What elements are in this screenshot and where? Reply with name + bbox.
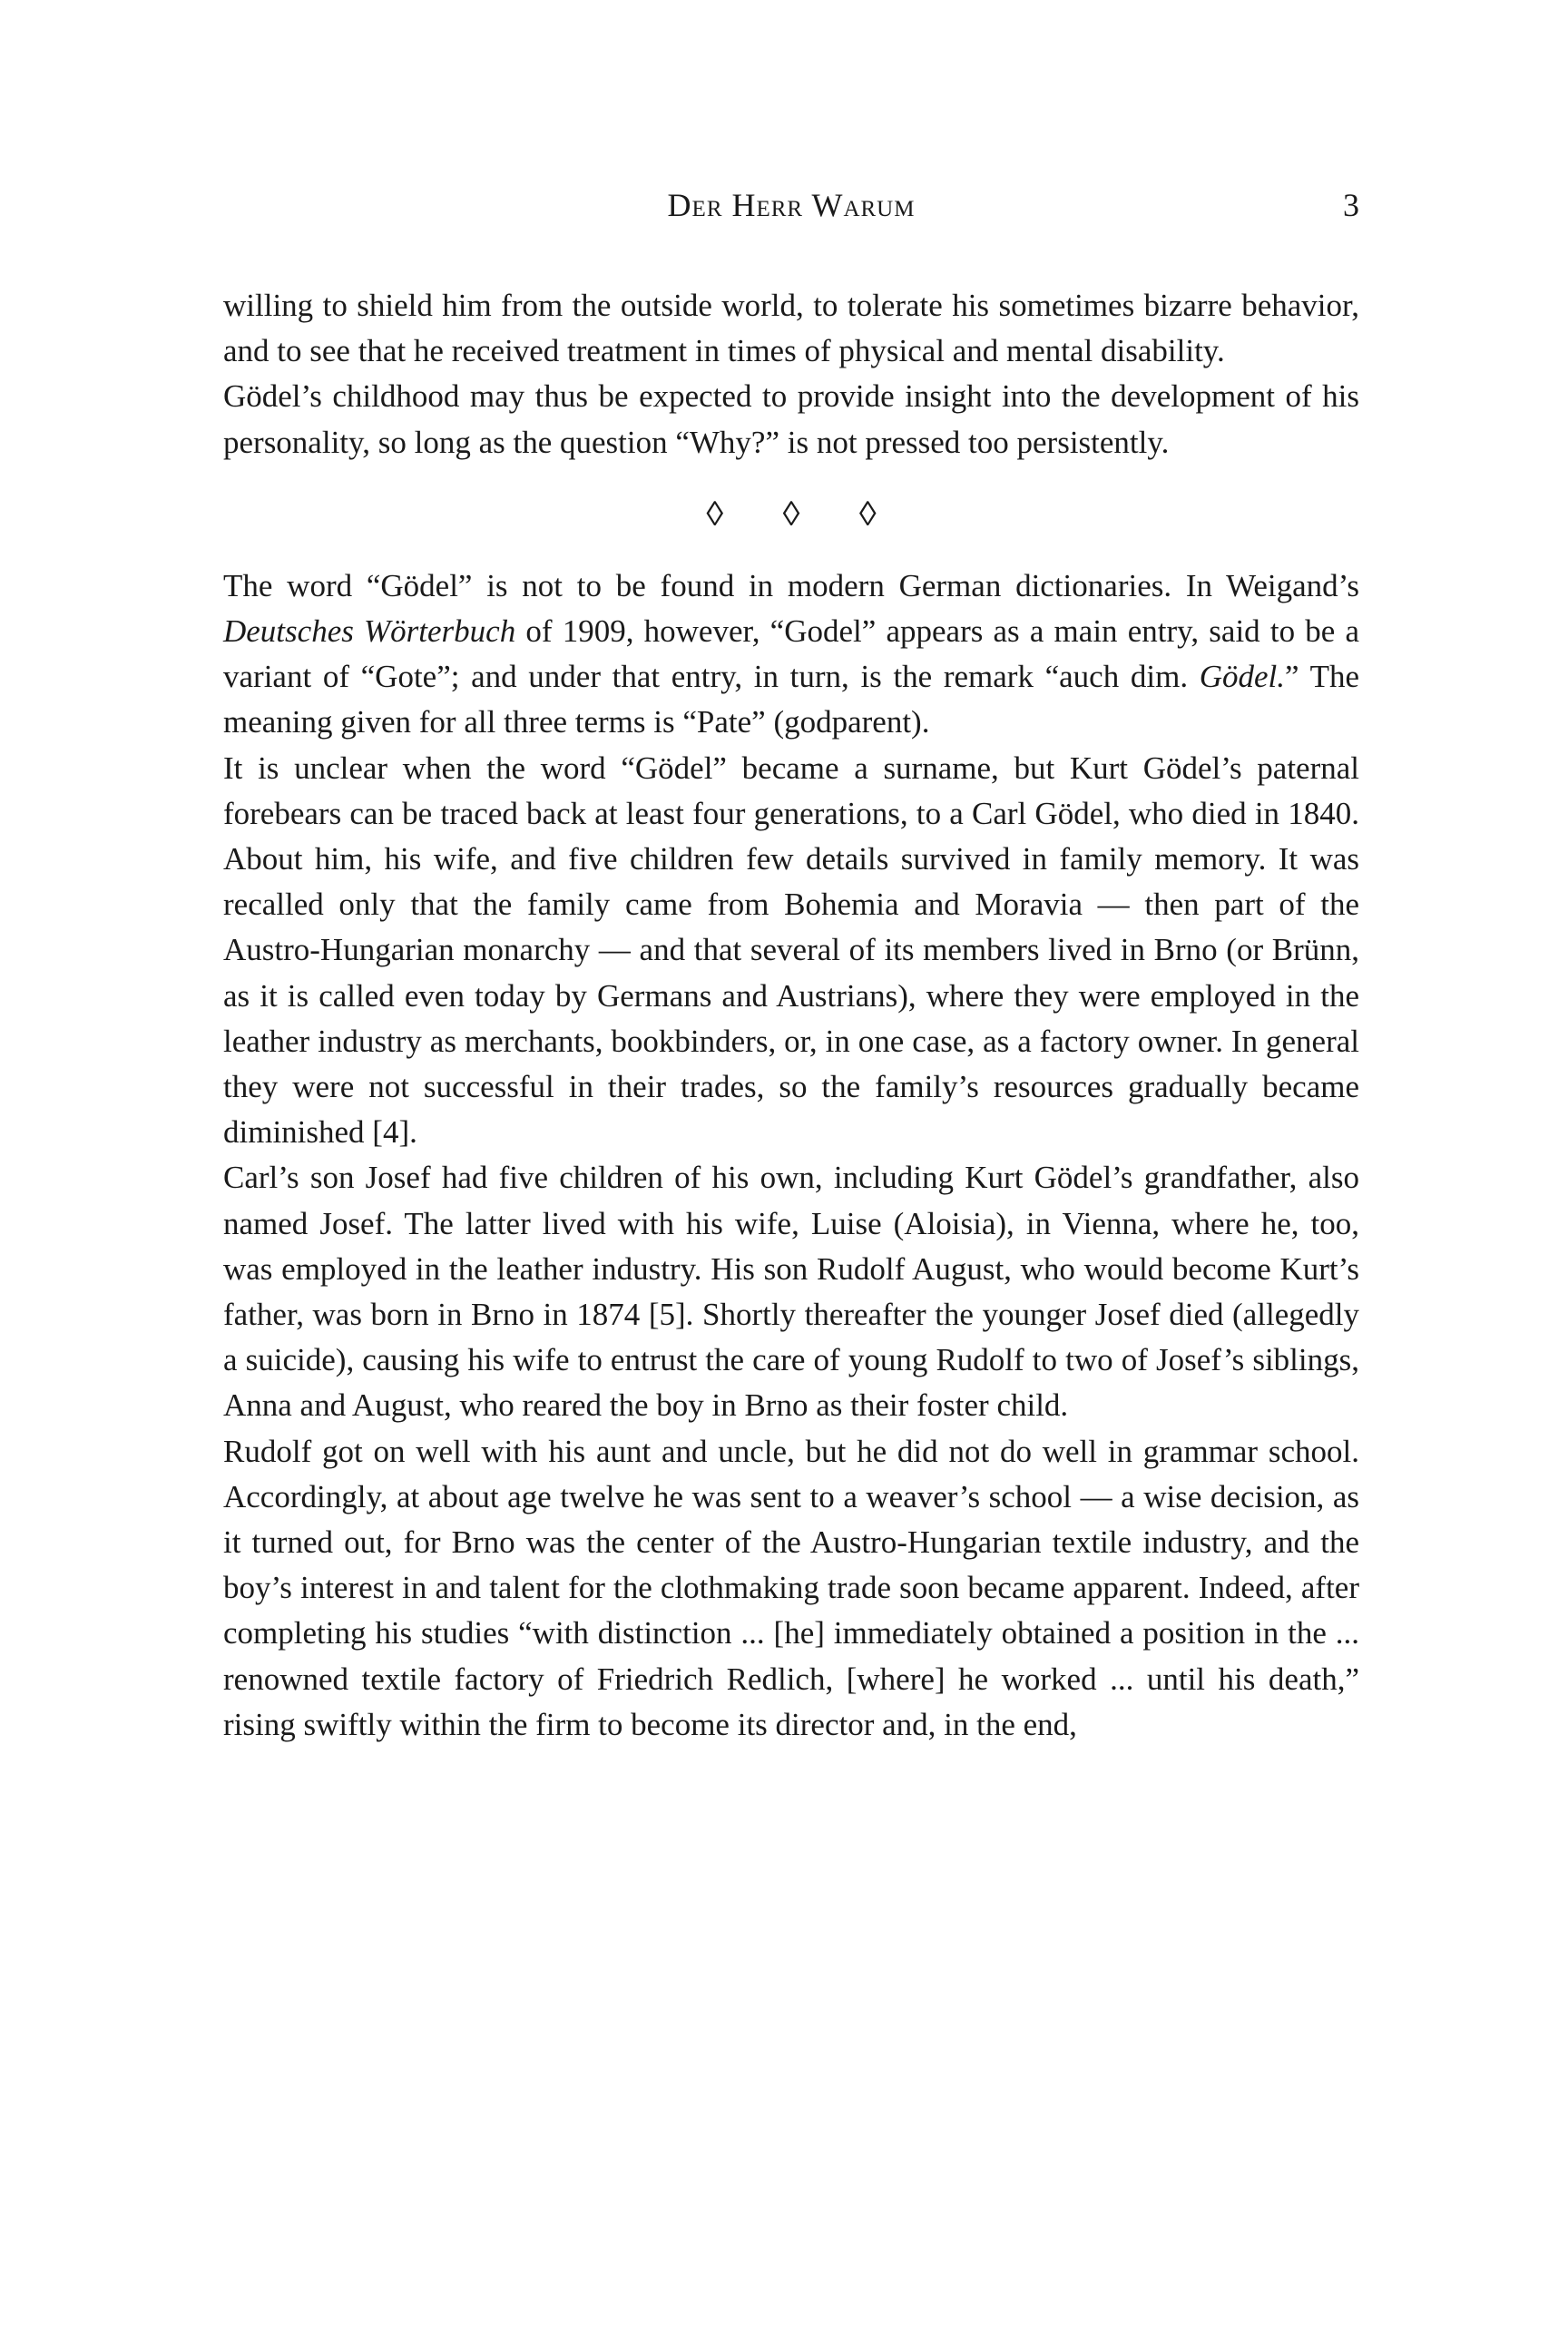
paragraph: Carl’s son Josef had five children of his own, including Kurt Gödel’s grandfather, also named Josef. The latter lived with his wife, Luise (Aloisia), in Vienna, where he, too, was employed in the leather industry. His son Rudolf August, who would become Kurt’s father, was born in Brno in 1874 [5]. Shortly thereafter the younger Josef died (allegedly a suicide), causing his wife to entrust the care of young Rudolf to two of Josef’s siblings, Anna and August, who reared the boy in Brno as their foster child.	[223, 1160, 1359, 1424]
page-number: 3	[1343, 187, 1359, 223]
paragraph-text: of 1909, however, “Godel” appears as a main entry, said to be a variant of “Gote”; and under that entry, in turn, is the remark “auch dim.	[223, 613, 1359, 695]
italic-term: Gödel.	[1199, 659, 1286, 695]
paragraph: Rudolf got on well with his aunt and uncle, but he did not do well in grammar school. Accordingly, at about age twelve he was sent to a weaver’s school — a wise decision, as it turned out, for Brno was the center of the Austro-Hungarian textile industry, and the boy’s interest in and talent for the clothmaking trade soon became apparent. Indeed, after completing his studies “with distinction ... [he] immediately obtained a position in the ... renowned textile factory of Friedrich Redlich, [where] he worked ... until his death,” rising swiftly within the firm to become its director and, in the end,	[223, 1433, 1359, 1742]
book-title: Deutsches Wörterbuch	[223, 613, 516, 650]
body-text	[223, 283, 1359, 1748]
running-head	[223, 186, 1359, 240]
paragraph-text: The word “Gödel” is not to be found in modern German dictionaries. In Weigand’s	[223, 567, 1359, 603]
paragraph: Gödel’s childhood may thus be expected to provide insight into the development of his personality, so long as the question “Why?” is not pressed too persistently.	[223, 378, 1359, 460]
paragraph-text: ” The meaning given for all three terms is “Pate” (godparent).	[223, 659, 1359, 740]
paragraph: willing to shield him from the outside world, to tolerate his sometimes bizarre behavior, and to see that he received treatment in times of physical and mental disability.	[223, 288, 1359, 369]
running-title: Der Herr Warum	[667, 187, 916, 223]
paragraph: It is unclear when the word “Gödel” became a surname, but Kurt Gödel’s paternal forebears can be traced back at least four generations, to a Carl Gödel, who died in 1840. About him, his wife, and five children few details survived in family memory. It was recalled only that the family came from Bohemia and Moravia — then part of the Austro-Hungarian monarchy — and that several of its members lived in Brno (or Brünn, as it is called even today by Germans and Austrians), where they were employed in the leather industry as merchants, bookbinders, or, in one case, as a factory owner. In general they were not successful in their trades, so the family’s resources gradually became diminished [4].	[223, 750, 1359, 1151]
paragraph	[223, 564, 1359, 746]
section-break-ornament: ◊ ◊ ◊	[706, 495, 902, 534]
